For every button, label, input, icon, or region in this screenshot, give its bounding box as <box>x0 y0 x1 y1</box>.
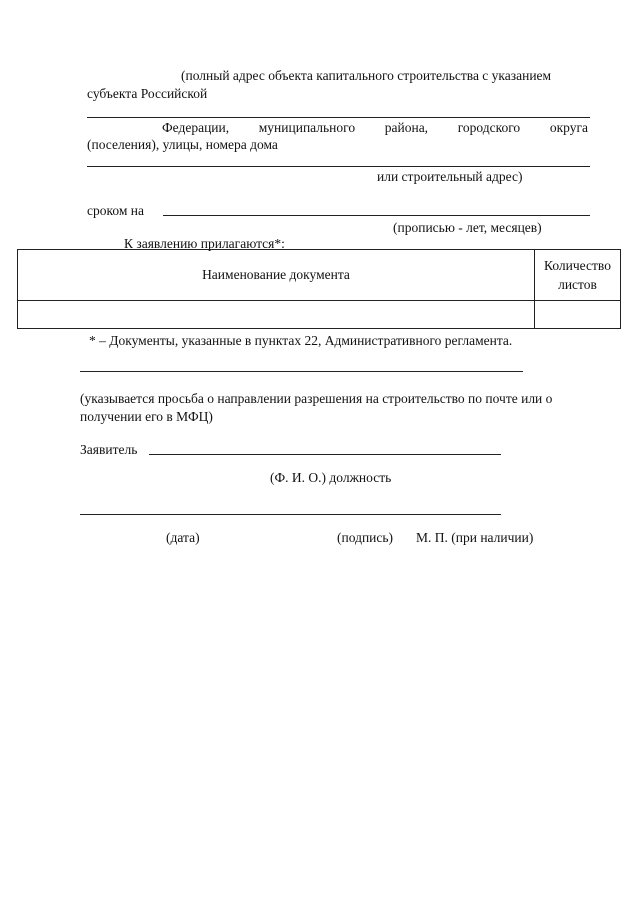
applicant-line[interactable] <box>149 454 501 455</box>
stamp-hint: М. П. (при наличии) <box>416 530 534 545</box>
signature-hint: (подпись) <box>337 530 394 545</box>
date-hint: (дата) <box>166 530 200 545</box>
signature-line[interactable] <box>80 514 501 515</box>
address-line-2[interactable] <box>87 166 590 167</box>
address-word-city: городского <box>457 120 521 135</box>
address-word-municipal: муниципального <box>258 120 356 135</box>
address-line-1[interactable] <box>87 117 590 118</box>
term-hint: (прописью - лет, месяцев) <box>393 220 542 235</box>
attachments-intro: К заявлению прилагаются*: <box>124 236 285 251</box>
address-hint-line1: (полный адрес объекта капитального строительства с указанием <box>181 68 552 83</box>
address-hint-line5: или строительный адрес) <box>377 169 523 184</box>
address-hint-line2: субъекта Российской <box>87 86 208 101</box>
attachments-table <box>17 249 621 329</box>
address-word-okrug: округа <box>549 120 588 135</box>
term-line[interactable] <box>163 215 590 216</box>
delivery-line[interactable] <box>80 371 523 372</box>
delivery-hint-line1: (указывается просьба о направлении разрешения на строительство по почте или о <box>80 391 553 406</box>
address-hint-line3 <box>162 120 588 136</box>
applicant-label: Заявитель <box>80 442 138 457</box>
column-header-pages-line2: листов <box>558 277 597 292</box>
attachment-name-cell[interactable] <box>18 301 535 329</box>
column-header-pages <box>535 250 621 301</box>
attachments-footnote: * – Документы, указанные в пунктах 22, Административного регламента. <box>89 333 513 348</box>
column-header-document: Наименование документа <box>18 250 535 301</box>
term-label: сроком на <box>87 203 144 218</box>
applicant-hint: (Ф. И. О.) должность <box>270 470 392 485</box>
delivery-hint-line2: получении его в МФЦ) <box>80 409 213 424</box>
column-header-pages-line1: Количество <box>544 258 611 273</box>
attachments-header-row <box>18 250 621 301</box>
address-word-district: района, <box>384 120 429 135</box>
attachment-pages-cell[interactable] <box>535 301 621 329</box>
address-hint-line4: (поселения), улицы, номера дома <box>87 137 278 152</box>
attachments-row <box>18 301 621 329</box>
address-word-federation: Федерации, <box>162 120 230 135</box>
